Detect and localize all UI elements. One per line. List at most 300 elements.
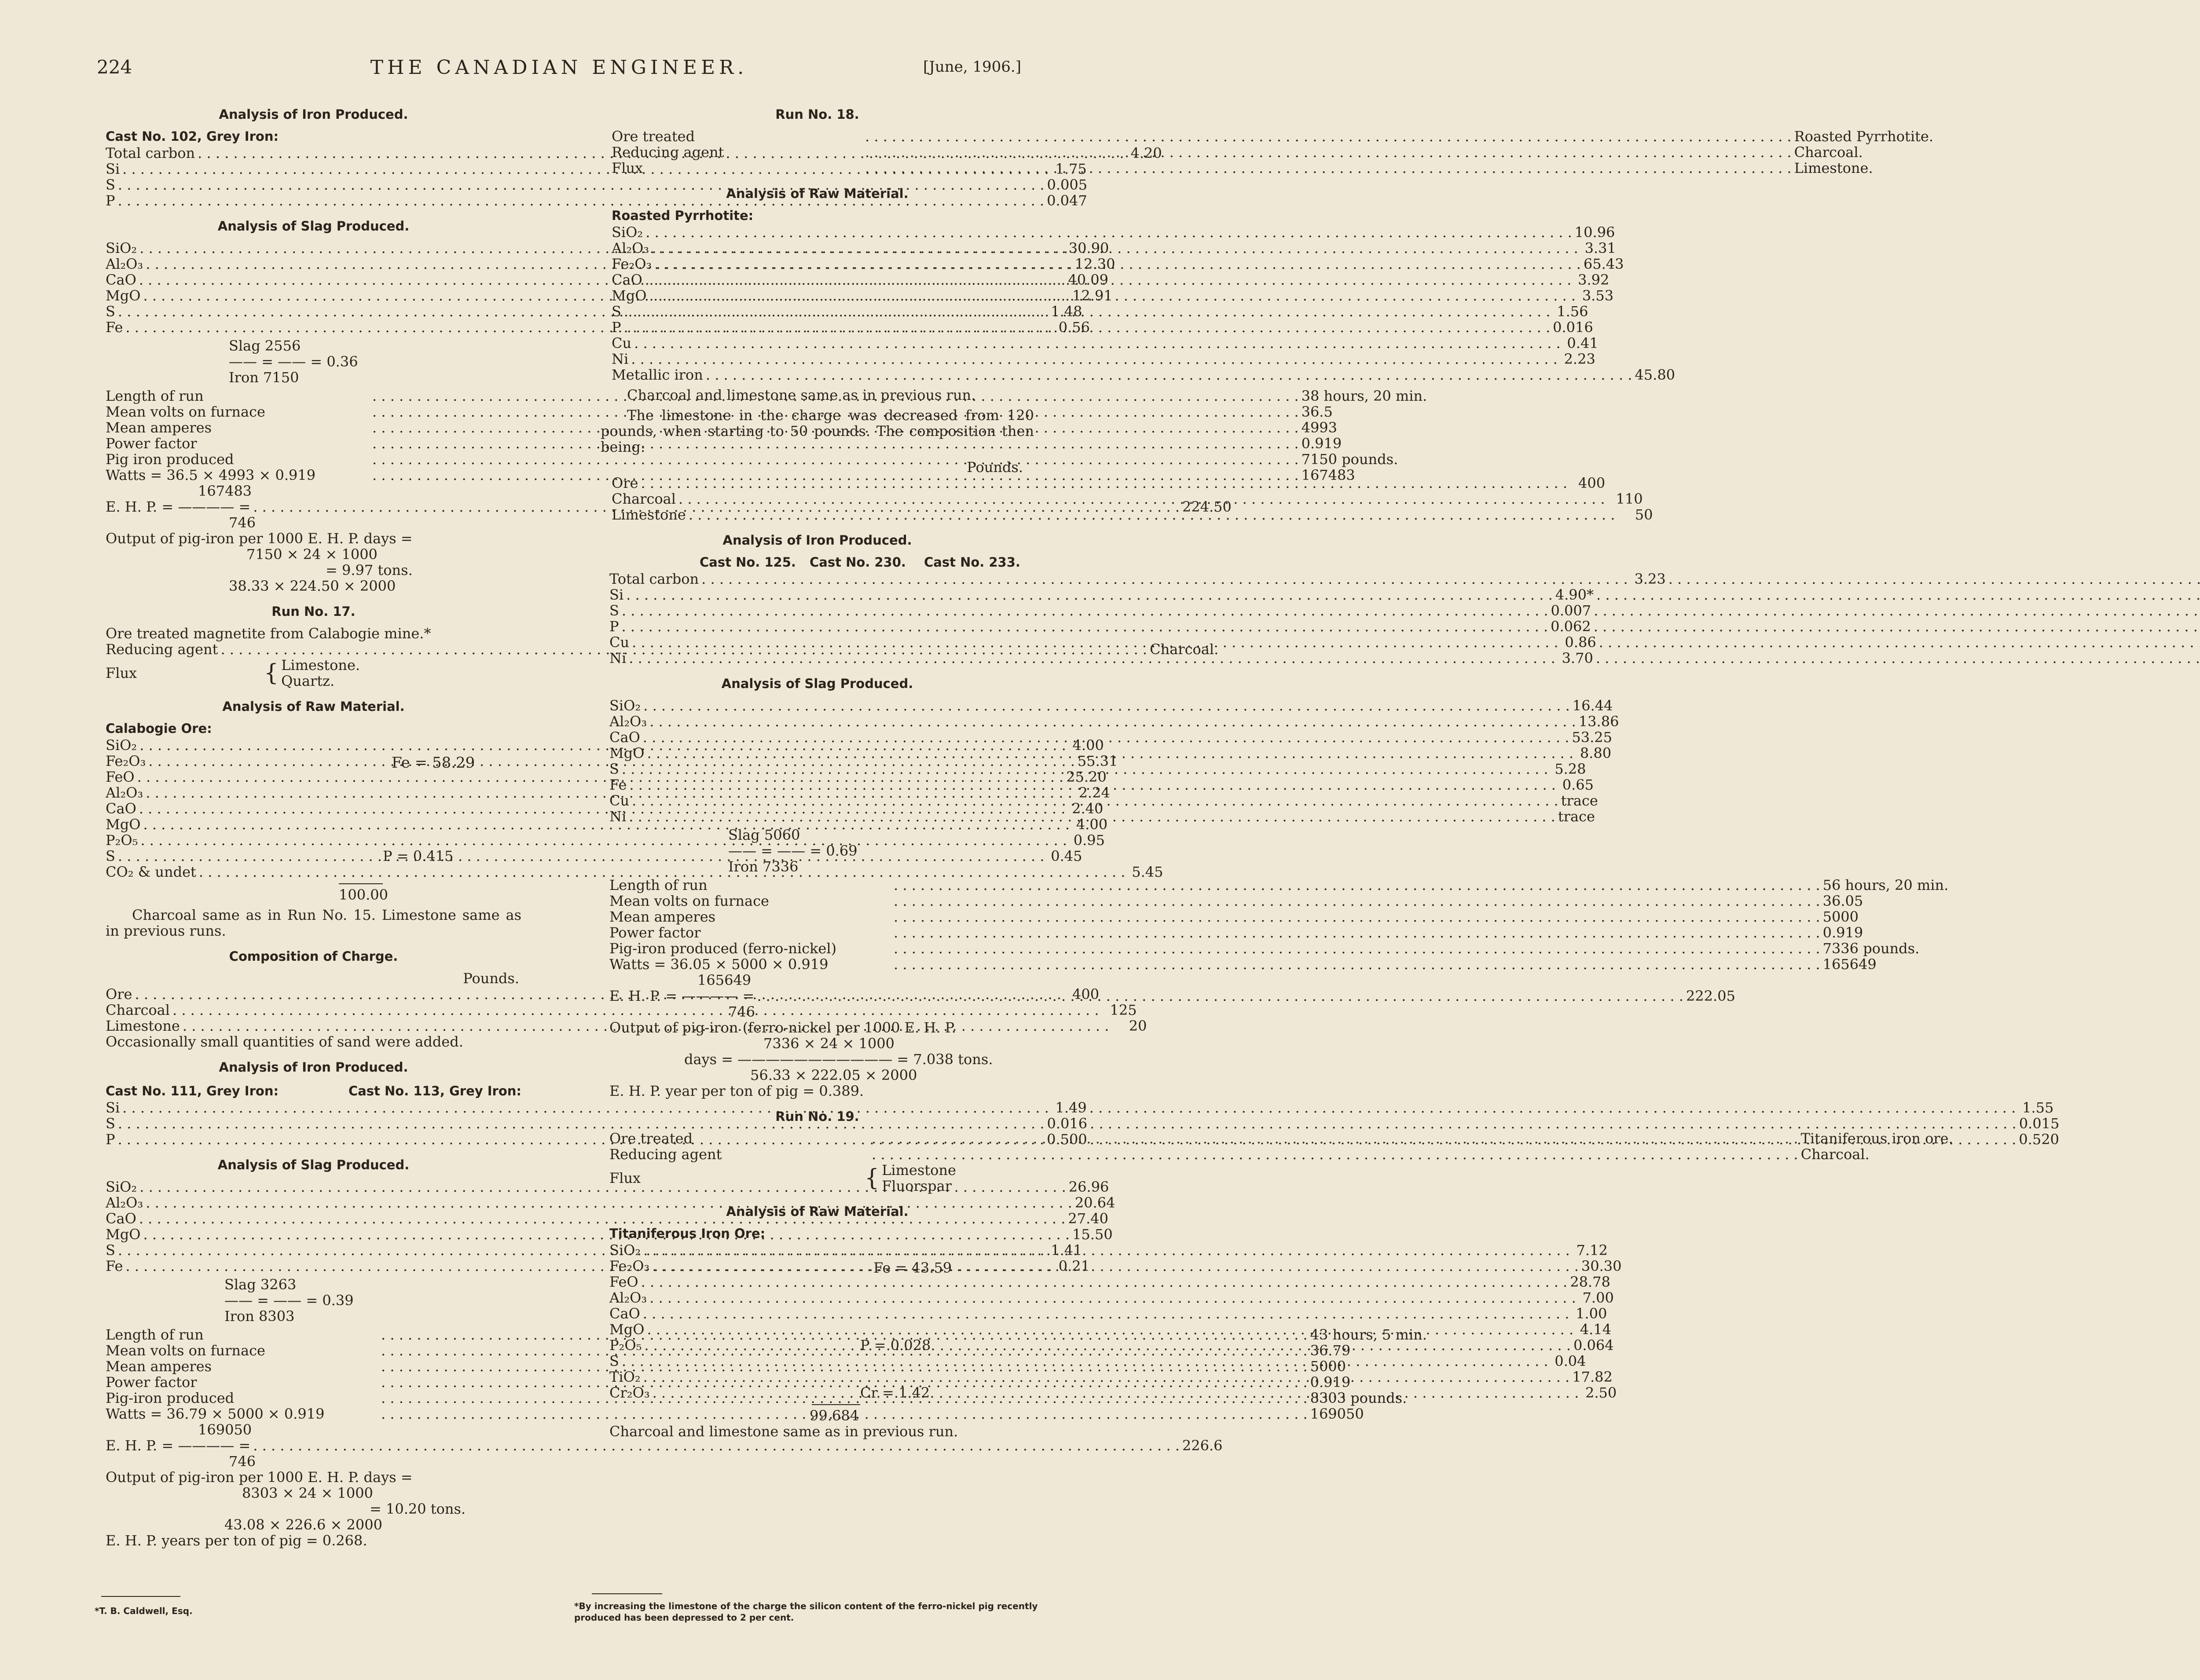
row-label: Al₂O₃ — [612, 240, 649, 256]
row-value: 165649 — [1822, 956, 1877, 973]
table-row — [609, 1274, 1610, 1290]
leader-dots — [652, 1258, 1579, 1274]
leader-dots — [706, 367, 1632, 383]
output-result: = 9.97 tons. — [326, 562, 413, 578]
row-label: MgO — [612, 287, 647, 304]
row-label: Fe₂O₃ — [106, 753, 146, 769]
row-value: 4993 — [1301, 419, 1338, 436]
row-label: Cu — [609, 634, 630, 651]
section-heading: Analysis of Iron Produced. — [219, 1060, 408, 1075]
section-heading: Analysis of Iron Produced. — [722, 533, 912, 548]
row-label: Si — [106, 1099, 120, 1116]
leader-dots — [894, 877, 1820, 893]
leader-dots — [632, 793, 1558, 809]
row-value: 400 — [1578, 475, 1606, 491]
leader-dots — [649, 1290, 1576, 1306]
row-label: Fe — [609, 776, 627, 793]
row-value: 38 hours, 20 min. — [1301, 388, 1427, 404]
row-label: Al₂O₃ — [106, 1194, 143, 1211]
row-label: Fe₂O₃ — [609, 1258, 650, 1274]
row-value: 400 — [1072, 986, 1100, 1003]
row-value: 65.43 — [1583, 256, 1624, 272]
row-label: Watts = 36.5 × 4993 × 0.919 — [106, 467, 316, 483]
table-row — [609, 571, 1666, 587]
row-value: 0.919 — [1822, 924, 1863, 941]
row-label: S — [106, 303, 115, 320]
row-label: Pig-iron produced — [106, 1390, 235, 1406]
slag-iron-ratio — [229, 338, 521, 385]
ratio-top: Slag 2556 — [229, 337, 301, 354]
row-label: Mean amperes — [106, 419, 212, 436]
row-value: 36.05 — [1822, 893, 1863, 909]
leader-dots — [629, 809, 1555, 824]
row-label: Mean amperes — [609, 908, 716, 925]
row-label: Limestone — [106, 1018, 180, 1034]
leader-dots — [894, 925, 1820, 941]
leader-dots — [643, 698, 1570, 714]
row-value: trace — [1558, 808, 1595, 825]
table-row — [106, 1179, 1109, 1195]
total: 99.684 — [810, 1407, 859, 1424]
output-denominator: 38.33 × 224.50 × 2000 — [229, 578, 396, 594]
row-value: 0.016 — [1047, 1115, 1088, 1132]
table-row — [106, 271, 1108, 288]
leader-dots — [649, 714, 1576, 729]
table-row — [612, 224, 1615, 241]
row-value: 4.90* — [1555, 586, 1594, 603]
row-label: CaO — [106, 271, 136, 288]
row-label: SiO₂ — [106, 737, 137, 754]
leader-dots — [652, 240, 1578, 256]
table-row — [609, 713, 1619, 730]
row-label: MgO — [106, 287, 141, 304]
section-heading: Analysis of Slag Produced. — [721, 676, 913, 691]
table-row — [609, 908, 1859, 925]
row-label: Cr₂O₃ — [609, 1384, 650, 1401]
leader-dots — [643, 729, 1569, 745]
row-value: 0.016 — [1553, 319, 1593, 336]
row-value: 7.00 — [1582, 1289, 1614, 1306]
table-row — [609, 602, 1591, 619]
row-label: CaO — [609, 729, 640, 746]
row-label: Reducing agent — [609, 1146, 722, 1163]
row-label: Total carbon — [106, 145, 195, 161]
cr-note: Cr = 1.42 — [860, 1384, 930, 1401]
leader-dots — [654, 256, 1581, 272]
row-label: Al₂O₃ — [106, 784, 143, 801]
row-label: Ni — [612, 351, 629, 367]
row-value: 1.49 — [1055, 1099, 1087, 1116]
row-label: Mean amperes — [106, 1358, 212, 1375]
table-row — [609, 1305, 1607, 1322]
table-row — [609, 697, 1613, 714]
row-value: 0.21 — [1058, 1258, 1090, 1274]
leader-dots — [649, 288, 1576, 304]
cast-headings: Cast No. 125. Cast No. 230. Cast No. 233. — [700, 555, 1020, 570]
row-value: 0.062 — [1551, 618, 1591, 635]
row-label: Length of run — [106, 388, 204, 404]
leader-dots — [1596, 650, 2200, 666]
row-value: 8.80 — [1580, 745, 1612, 761]
row-value: 50 — [1635, 506, 1653, 523]
row-label: Length of run — [106, 1326, 204, 1343]
row-label: Al₂O₃ — [609, 1289, 647, 1306]
row-value: 0.56 — [1058, 319, 1090, 336]
run19-flux: Flux { Limestone Fluorspar — [609, 1162, 956, 1194]
row-label: Pig iron produced — [106, 451, 234, 468]
table-row — [609, 1289, 1614, 1306]
table-row — [106, 176, 1088, 193]
leader-dots — [689, 507, 1615, 523]
leader-dots — [641, 475, 1567, 491]
leader-dots — [622, 1353, 1548, 1369]
row-value: 0.65 — [1562, 776, 1594, 793]
table-row — [612, 366, 1676, 383]
table-row — [609, 893, 1863, 909]
row-value: 53.25 — [1572, 729, 1612, 746]
leader-dots — [644, 1337, 1571, 1353]
row-value: 17.82 — [1572, 1369, 1613, 1385]
table-row — [106, 832, 1105, 849]
leader-dots — [653, 1385, 1579, 1401]
table-row — [609, 940, 1920, 957]
row-value: 169050 — [1310, 1405, 1364, 1422]
section-heading: Analysis of Slag Produced. — [217, 1157, 410, 1172]
ehp-numerator: 165649 — [697, 972, 752, 988]
leader-dots — [1090, 1116, 2017, 1131]
row-label: Reducing agent — [612, 144, 724, 161]
leader-dots — [1596, 587, 2200, 603]
row-label: S — [612, 303, 621, 320]
row-label: Al₂O₃ — [609, 713, 647, 730]
row-value: 167483 — [1301, 467, 1355, 483]
output-line: Output of pig-iron per 1000 E. H. P. days = — [106, 1469, 413, 1486]
leader-dots — [631, 351, 1558, 367]
leader-dots — [894, 893, 1820, 909]
unit-label: Pounds. — [967, 459, 1023, 476]
leader-dots — [622, 603, 1548, 619]
row-label: Power factor — [106, 435, 197, 452]
table-row — [609, 586, 1594, 603]
leader-dots — [645, 224, 1572, 240]
leader-dots — [872, 1131, 1798, 1146]
p-note: P = 0.415 — [383, 848, 454, 864]
row-label: Length of run — [609, 877, 708, 893]
row-label: Power factor — [106, 1374, 197, 1391]
leader-dots — [622, 761, 1548, 777]
row-label: FeO — [609, 1274, 638, 1290]
table-row — [609, 634, 1596, 651]
row-label: SiO₂ — [106, 1179, 137, 1195]
table-row — [106, 864, 1163, 880]
row-value: 0.86 — [1565, 634, 1596, 651]
row-value: 43 hours, 5 min. — [1310, 1326, 1427, 1343]
section-heading: Run No. 18. — [775, 107, 859, 122]
row-value: 45.80 — [1635, 366, 1676, 383]
row-label: P₂O₅ — [609, 1337, 642, 1354]
row-label: TiO₂ — [609, 1369, 641, 1385]
row-value: 1.41 — [1051, 1242, 1082, 1259]
row-label: S — [609, 1353, 619, 1369]
leader-dots — [865, 144, 1792, 160]
table-row — [106, 1099, 2054, 1116]
row-value: 125 — [1110, 1002, 1137, 1018]
row-value: 3.53 — [1582, 287, 1614, 304]
section-heading: Analysis of Slag Produced. — [217, 219, 410, 234]
output-denominator: 56.33 × 222.05 × 2000 — [750, 1067, 917, 1083]
table-row — [106, 1194, 1115, 1211]
row-value: 26.96 — [1068, 1179, 1109, 1195]
row-value: 8303 pounds. — [1310, 1390, 1407, 1406]
table-row — [609, 924, 1863, 941]
row-value: 12.91 — [1072, 287, 1113, 304]
leader-dots — [622, 619, 1548, 634]
table-row — [609, 956, 1877, 973]
row-value: 0.520 — [2019, 1131, 2059, 1148]
row-value: 5000 — [1310, 1358, 1346, 1375]
table-row — [106, 451, 1398, 468]
row-label: S — [609, 761, 619, 777]
row-value: 13.86 — [1578, 713, 1619, 730]
slag-iron-ratio: Slag 5060 —— = —— = 0.69 Iron 7336 — [728, 827, 858, 875]
table-row — [609, 877, 1949, 893]
section-heading: Run No. 17. — [271, 604, 356, 619]
row-label: SiO₂ — [609, 1242, 641, 1259]
row-label: Ore treated — [612, 128, 695, 145]
leader-dots — [865, 128, 1792, 144]
row-value: 30.90 — [1068, 240, 1109, 256]
row-label: P₂O₅ — [106, 832, 138, 849]
footnote-left: *T. B. Caldwell, Esq. — [95, 1606, 193, 1616]
page-number: 224 — [97, 56, 132, 78]
leader-dots — [1594, 619, 2200, 634]
row-label: SiO₂ — [609, 697, 641, 714]
row-label: Mean volts on furnace — [609, 893, 769, 909]
row-value: trace — [1561, 792, 1598, 809]
row-value: 36.5 — [1301, 403, 1333, 420]
ehp-numerator: 169050 — [198, 1421, 252, 1438]
section-heading: Analysis of Iron Produced. — [219, 107, 408, 122]
output-numerator: 7150 × 24 × 1000 — [246, 546, 378, 563]
row-value: 2.23 — [1564, 351, 1595, 367]
closing-note: Charcoal and limestone same as in previous run. — [609, 1423, 958, 1440]
row-value: 3.92 — [1578, 271, 1610, 288]
leader-dots — [624, 319, 1551, 335]
table-row — [609, 1146, 1870, 1163]
row-value: 0.064 — [1573, 1337, 1614, 1354]
row-label: Total carbon — [609, 571, 699, 587]
table-row — [612, 490, 1643, 507]
row-value: 5000 — [1822, 908, 1859, 925]
output-line: Output of pig-iron (ferro-nickel per 1000 E. H. P. — [609, 1019, 956, 1036]
row-label: MgO — [609, 1321, 645, 1338]
running-header — [97, 56, 1021, 83]
leader-dots — [894, 956, 1820, 972]
row-value: 0.919 — [1301, 435, 1342, 452]
row-value: 4.00 — [1076, 816, 1108, 833]
table-row — [106, 1358, 1346, 1375]
run-stats-table — [609, 877, 1949, 973]
row-label: Limestone — [612, 506, 686, 523]
section-heading: Composition of Charge. — [229, 949, 398, 964]
leader-dots — [643, 1242, 1570, 1258]
row-label: Mean volts on furnace — [106, 1342, 265, 1359]
leader-dots — [626, 587, 1553, 603]
row-value: 20 — [1129, 1018, 1147, 1034]
leader-dots — [701, 571, 1628, 587]
row-label: S — [106, 848, 115, 864]
leader-dots — [629, 777, 1556, 793]
row-label: Fe — [106, 319, 123, 336]
row-value: 1.48 — [1051, 303, 1082, 320]
run17-flux: Flux { Limestone. Quartz. — [106, 657, 360, 689]
leader-dots — [634, 335, 1561, 351]
leader-dots — [647, 745, 1573, 761]
row-label: P — [612, 319, 621, 336]
footnote-right: *By increasing the limestone of the charge the silicon content of the ferro-nickel pig recently produced has been depressed to 2 per cent. — [574, 1601, 1038, 1623]
row-value: 5.45 — [1132, 864, 1163, 880]
row-value: 110 — [1616, 490, 1643, 507]
charcoal-note: Charcoal same as in Run No. 15. Limestone same as in previous runs. — [106, 907, 521, 939]
leader-dots — [643, 1306, 1569, 1321]
row-value: 2.40 — [1072, 800, 1104, 817]
row-label: Cu — [612, 335, 632, 351]
leader-dots — [645, 272, 1572, 288]
issue-date: [June, 1906.] — [923, 58, 1021, 76]
row-value: 0.04 — [1555, 1353, 1586, 1369]
row-value: 10.96 — [1574, 224, 1615, 241]
ehp-row: E. H. P. = ———— = . . . 224.50 — [106, 499, 515, 515]
row-value: 0.919 — [1310, 1374, 1351, 1391]
row-label: Fe₂O₃ — [612, 256, 652, 272]
section-heading: Run No. 19. — [775, 1109, 859, 1124]
table-row — [106, 287, 1113, 304]
row-label: Watts = 36.05 × 5000 × 0.919 — [609, 956, 829, 973]
leader-dots — [1599, 634, 2200, 650]
row-label: P — [106, 1131, 115, 1148]
row-value: 0.95 — [1073, 832, 1105, 849]
section-heading: Analysis of Raw Material. — [726, 1204, 909, 1219]
row-value: 1.55 — [2022, 1099, 2054, 1116]
leader-dots — [865, 160, 1792, 176]
row-label: CO₂ & undet — [106, 864, 196, 880]
row-label: Si — [106, 161, 120, 177]
row-label: Al₂O₃ — [106, 256, 143, 272]
subheading: Titaniferous Iron Ore: — [609, 1226, 766, 1241]
run17-ore: Ore treated magnetite from Calabogie mine.* — [106, 625, 431, 642]
p-note: P = 0.028 — [860, 1337, 931, 1354]
output-numerator: 8303 × 24 × 1000 — [242, 1485, 373, 1501]
output-result: days = ——————————— = 7.038 tons. — [684, 1051, 993, 1068]
charge-note: Occasionally small quantities of sand were added. — [106, 1033, 463, 1050]
row-label: Ore treated — [609, 1130, 693, 1147]
leader-dots — [894, 909, 1820, 925]
leader-dots — [641, 1274, 1568, 1290]
cast-headings: Cast No. 111, Grey Iron: Cast No. 113, Grey Iron: — [106, 1083, 521, 1098]
paragraph: The limestone in the charge was decreased from 120 pounds, when starting to 50 pounds. The composition then being: — [601, 407, 1034, 455]
ratio-mid: —— = —— = 0.36 — [229, 353, 358, 370]
row-value: 2.50 — [1585, 1384, 1617, 1401]
table-row — [612, 351, 1595, 367]
row-label: CaO — [609, 1305, 640, 1322]
row-label: Ore — [612, 475, 638, 491]
row-value: 0.005 — [1047, 176, 1088, 193]
row-value: 7.12 — [1576, 1242, 1608, 1259]
leader-dots — [678, 491, 1605, 507]
row-label: Power factor — [609, 924, 701, 941]
row-label: Fe — [106, 1258, 123, 1274]
output-denominator: 43.08 × 226.6 × 2000 — [224, 1516, 382, 1533]
output-result: = 10.20 tons. — [370, 1501, 466, 1517]
row-value: 12.30 — [1074, 256, 1115, 272]
leader-dots — [872, 1146, 1798, 1162]
row-value: 0.047 — [1047, 192, 1087, 209]
row-label: MgO — [609, 745, 645, 761]
row-value: 28.78 — [1570, 1274, 1610, 1290]
row-value: 3.70 — [1562, 650, 1593, 666]
table-row — [106, 403, 1333, 420]
run17-agent: Reducing agent . . . Charcoal. — [106, 641, 361, 657]
row-label: CaO — [612, 271, 642, 288]
ehp-row: E. H. P. = ———— = . . . 226.6 — [106, 1438, 515, 1453]
table-row — [106, 419, 1338, 436]
row-value: Roasted Pyrrhotite. — [1794, 128, 1934, 145]
row-label: Cu — [609, 792, 630, 809]
subheading: Roasted Pyrrhotite: — [612, 208, 754, 223]
ehp-numerator: 167483 — [198, 483, 252, 499]
row-label: Ni — [609, 808, 627, 825]
table-row — [106, 303, 1082, 320]
years-line: E. H. P. year per ton of pig = 0.389. — [609, 1083, 864, 1099]
row-value: 55.31 — [1077, 753, 1118, 769]
row-value: 2.24 — [1078, 784, 1110, 801]
row-label: CaO — [106, 1210, 136, 1227]
subheading: Cast No. 102, Grey Iron: — [106, 129, 279, 144]
row-value: 36.79 — [1310, 1342, 1351, 1359]
row-value: 40.09 — [1068, 271, 1108, 288]
row-value: 16.44 — [1572, 697, 1613, 714]
table-row — [612, 335, 1599, 351]
row-value: Charcoal. — [1800, 1146, 1870, 1163]
row-label: Charcoal — [612, 490, 676, 507]
leader-dots — [647, 1321, 1573, 1337]
leader-dots — [624, 304, 1551, 319]
leader-dots — [894, 941, 1820, 956]
row-value: 1.00 — [1576, 1305, 1607, 1322]
fe-note: Fe = 43.59 — [873, 1259, 952, 1276]
row-value: 56 hours, 20 min. — [1822, 877, 1949, 893]
row-value: 3.31 — [1584, 240, 1616, 256]
row-value: Titaniferous iron ore. — [1800, 1130, 1953, 1147]
table-row — [612, 506, 1653, 523]
row-label: SiO₂ — [612, 224, 643, 241]
section-heading: Analysis of Raw Material. — [222, 699, 405, 714]
row-label: Charcoal — [106, 1002, 170, 1018]
row-label: P — [106, 192, 115, 209]
row-label: P — [609, 618, 619, 635]
row-value: 4.14 — [1580, 1321, 1612, 1338]
table-row — [612, 128, 1934, 145]
journal-title: THE CANADIAN ENGINEER. — [370, 56, 748, 79]
unit-label: Pounds. — [463, 970, 519, 987]
row-value: 20.64 — [1074, 1194, 1115, 1211]
row-label: MgO — [106, 1226, 141, 1243]
ehp-row: E. H. P. = ———— = . . . 222.05 — [609, 988, 1032, 1004]
table-row — [106, 769, 1107, 785]
row-value: 4.20 — [1130, 145, 1162, 161]
leader-dots — [1668, 571, 2200, 587]
leader-dots — [1594, 603, 2200, 619]
